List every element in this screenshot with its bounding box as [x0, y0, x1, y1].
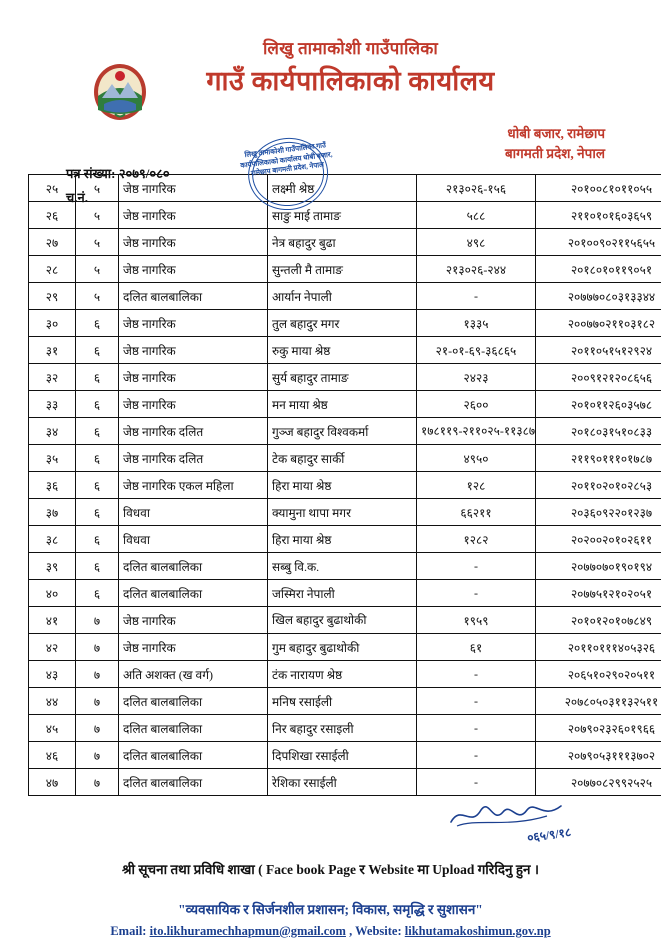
- cell-amount: -: [417, 715, 536, 742]
- cell-category: दलित बालबालिका: [119, 283, 268, 310]
- cell-sn: २८: [29, 256, 76, 283]
- table-row: [29, 391, 661, 418]
- cell-sn: ४४: [29, 688, 76, 715]
- cell-name: सुर्य बहादुर तामाङ: [268, 364, 417, 391]
- cell-ward: ६: [76, 445, 119, 472]
- cell-name: टंक नारायण श्रेष्ठ: [268, 661, 417, 688]
- cell-name: मन माया श्रेष्ठ: [268, 391, 417, 418]
- cell-id: २०७७५१२१०२०५१: [536, 580, 661, 607]
- table-row: [29, 634, 661, 661]
- signature-area: [28, 796, 633, 858]
- cell-sn: ३७: [29, 499, 76, 526]
- document-header: [28, 36, 633, 156]
- cell-name: सब्बु वि.क.: [268, 553, 417, 580]
- cell-id: २०७९०२३२६०१९६६: [536, 715, 661, 742]
- cell-id: २०१८०१०११९०५१: [536, 256, 661, 283]
- table-row: [29, 256, 661, 283]
- cell-amount: २१-०१-६९-३६८६५: [417, 337, 536, 364]
- cell-sn: ३९: [29, 553, 76, 580]
- cell-category: अति अशक्त (ख वर्ग): [119, 661, 268, 688]
- cell-ward: ७: [76, 742, 119, 769]
- cell-id: २११९०१११०१७८७: [536, 445, 661, 472]
- cell-amount: -: [417, 553, 536, 580]
- cell-category: दलित बालबालिका: [119, 715, 268, 742]
- cell-name: गुम बहादुर बुढाथोकी: [268, 634, 417, 661]
- cell-name: साङु माई तामाङ: [268, 202, 417, 229]
- cell-ward: ५: [76, 283, 119, 310]
- office-address: [505, 124, 605, 164]
- table-row: [29, 499, 661, 526]
- table-row: [29, 526, 661, 553]
- seal-text: लिखु तामाकोशी गाउँपालिका गाउँ कार्यपालिकाको कार्यालय धोबी बजार, रामेछाप बागमती प्रदेश, नेपाल: [236, 130, 336, 180]
- cell-ward: ५: [76, 202, 119, 229]
- cell-amount: १२८२: [417, 526, 536, 553]
- cell-category: विधवा: [119, 499, 268, 526]
- cell-name: लक्ष्मी श्रेष्ठ: [268, 175, 417, 202]
- cell-category: जेष्ठ नागरिक दलित: [119, 418, 268, 445]
- cell-category: जेष्ठ नागरिक: [119, 607, 268, 634]
- cell-category: जेष्ठ नागरिक: [119, 364, 268, 391]
- cell-id: २०७७०७०१९०१९४: [536, 553, 661, 580]
- website-link[interactable]: likhutamakoshimun.gov.np: [405, 924, 551, 938]
- cell-category: जेष्ठ नागरिक एकल महिला: [119, 472, 268, 499]
- cell-id: २०७९०५३१११३७०२: [536, 742, 661, 769]
- cell-sn: ३०: [29, 310, 76, 337]
- cell-sn: ३३: [29, 391, 76, 418]
- cell-name: तुल बहादुर मगर: [268, 310, 417, 337]
- cell-name: हिरा माया श्रेष्ठ: [268, 526, 417, 553]
- cell-amount: १९५९: [417, 607, 536, 634]
- cell-amount: ५८८: [417, 202, 536, 229]
- cell-amount: -: [417, 580, 536, 607]
- cell-amount: २१३०२६-१५६: [417, 175, 536, 202]
- cell-ward: ६: [76, 472, 119, 499]
- cell-sn: ४६: [29, 742, 76, 769]
- cell-id: २००९१२१२०८६५६: [536, 364, 661, 391]
- cell-sn: २७: [29, 229, 76, 256]
- table-row: [29, 553, 661, 580]
- table-row: [29, 337, 661, 364]
- cell-id: २०१८०३१५१०८३३: [536, 418, 661, 445]
- cell-ward: ५: [76, 175, 119, 202]
- cell-ward: ६: [76, 391, 119, 418]
- cell-sn: ३२: [29, 364, 76, 391]
- table-row: [29, 607, 661, 634]
- cell-amount: १३३५: [417, 310, 536, 337]
- cell-amount: १७८११९-२११०२५-११३८७: [417, 418, 536, 445]
- cell-amount: -: [417, 688, 536, 715]
- cell-amount: २४२३: [417, 364, 536, 391]
- cell-sn: ४७: [29, 769, 76, 796]
- cell-ward: ६: [76, 553, 119, 580]
- website-label: , Website:: [346, 924, 405, 938]
- cell-ward: ६: [76, 418, 119, 445]
- cell-ward: ७: [76, 634, 119, 661]
- cell-name: जस्मिरा नेपाली: [268, 580, 417, 607]
- cell-category: दलित बालबालिका: [119, 688, 268, 715]
- cell-amount: -: [417, 742, 536, 769]
- table-row: [29, 364, 661, 391]
- cell-name: हिरा माया श्रेष्ठ: [268, 472, 417, 499]
- cell-id: २०२००२०१०२६११: [536, 526, 661, 553]
- cell-amount: ४९८: [417, 229, 536, 256]
- cell-name: दिपशिखा रसाईली: [268, 742, 417, 769]
- cell-name: गुञ्ज बहादुर विश्वकर्मा: [268, 418, 417, 445]
- cell-name: टेक बहादुर सार्की: [268, 445, 417, 472]
- table-row: [29, 715, 661, 742]
- cell-id: २०७७७०८०३१३३४४: [536, 283, 661, 310]
- email-link[interactable]: ito.likhuramechhapmun@gmail.com: [150, 924, 346, 938]
- cell-amount: २१३०२६-२४४: [417, 256, 536, 283]
- org-name: लिखु तामाकोशी गाउँपालिका: [68, 36, 633, 59]
- cell-id: २०११०१११४०५३२६: [536, 634, 661, 661]
- beneficiary-table: [28, 174, 661, 796]
- cell-sn: २५: [29, 175, 76, 202]
- cell-id: २०१००९०२११५६५५: [536, 229, 661, 256]
- cell-name: क्यामुना थापा मगर: [268, 499, 417, 526]
- cell-ward: ५: [76, 256, 119, 283]
- table-row: [29, 661, 661, 688]
- cell-id: २०३६०९२२०१२३७: [536, 499, 661, 526]
- signature-date: ०६५/९/१८: [526, 823, 572, 846]
- cha-number: च.नं.: [66, 188, 88, 206]
- cell-name: रुकु माया श्रेष्ठ: [268, 337, 417, 364]
- cell-amount: २६००: [417, 391, 536, 418]
- cell-category: दलित बालबालिका: [119, 580, 268, 607]
- cell-id: २०६५१०२९०२०५११: [536, 661, 661, 688]
- cell-category: दलित बालबालिका: [119, 742, 268, 769]
- cell-ward: ६: [76, 364, 119, 391]
- cell-category: जेष्ठ नागरिक: [119, 310, 268, 337]
- table-row: [29, 202, 661, 229]
- cell-category: जेष्ठ नागरिक: [119, 256, 268, 283]
- cell-id: २०१०१२०१०७८४९: [536, 607, 661, 634]
- cell-id: २११०१०१६०३६५९: [536, 202, 661, 229]
- cell-sn: ४३: [29, 661, 76, 688]
- cell-sn: ४५: [29, 715, 76, 742]
- cell-name: मनिष रसाईली: [268, 688, 417, 715]
- cell-ward: ७: [76, 715, 119, 742]
- cell-sn: ३५: [29, 445, 76, 472]
- cell-name: रेशिका रसाईली: [268, 769, 417, 796]
- cell-id: २००७७०२११०३१८२: [536, 310, 661, 337]
- cell-amount: १२८: [417, 472, 536, 499]
- cell-category: जेष्ठ नागरिक: [119, 202, 268, 229]
- cell-id: २०११०२०१०२८५३: [536, 472, 661, 499]
- cell-ward: ७: [76, 661, 119, 688]
- cell-sn: ३८: [29, 526, 76, 553]
- cell-ward: ६: [76, 499, 119, 526]
- cell-category: जेष्ठ नागरिक: [119, 229, 268, 256]
- cell-id: २०१००८१०११०५५: [536, 175, 661, 202]
- cell-name: निर बहादुर रसाइली: [268, 715, 417, 742]
- cell-amount: ६१: [417, 634, 536, 661]
- cell-sn: २९: [29, 283, 76, 310]
- cell-ward: ७: [76, 688, 119, 715]
- table-row: [29, 688, 661, 715]
- cell-sn: ४१: [29, 607, 76, 634]
- cell-id: २०११०५१५१२९२४: [536, 337, 661, 364]
- cell-category: विधवा: [119, 526, 268, 553]
- cell-name: खिल बहादुर बुढाथोकी: [268, 607, 417, 634]
- cell-sn: ४२: [29, 634, 76, 661]
- cell-sn: ३४: [29, 418, 76, 445]
- cell-amount: ४९५०: [417, 445, 536, 472]
- cell-ward: ६: [76, 310, 119, 337]
- cell-ward: ७: [76, 769, 119, 796]
- cell-amount: -: [417, 661, 536, 688]
- cell-sn: ३१: [29, 337, 76, 364]
- table-row: [29, 283, 661, 310]
- cell-sn: ४०: [29, 580, 76, 607]
- table-body: [29, 175, 661, 796]
- cell-ward: ५: [76, 229, 119, 256]
- email-label: Email:: [110, 924, 149, 938]
- cell-name: आर्यान नेपाली: [268, 283, 417, 310]
- office-slogan: "व्यवसायिक र सिर्जनशील प्रशासन; विकास, समृद्धि र सुशासन": [28, 900, 633, 918]
- cell-ward: ६: [76, 526, 119, 553]
- cell-category: जेष्ठ नागरिक: [119, 175, 268, 202]
- cell-id: २०७७०८२९९२५२५: [536, 769, 661, 796]
- nepal-emblem-icon: [90, 62, 150, 122]
- cell-category: जेष्ठ नागरिक: [119, 337, 268, 364]
- cell-id: २०७८०५०३११३२५११: [536, 688, 661, 715]
- cell-amount: -: [417, 769, 536, 796]
- cell-category: जेष्ठ नागरिक: [119, 634, 268, 661]
- table-row: [29, 418, 661, 445]
- upload-instruction-note: श्री सूचना तथा प्रविधि शाखा ( Face book Page र Website मा Upload गरिदिनु हुन ।: [28, 860, 633, 878]
- cell-ward: ६: [76, 337, 119, 364]
- cell-category: दलित बालबालिका: [119, 769, 268, 796]
- table-row: [29, 580, 661, 607]
- cell-amount: -: [417, 283, 536, 310]
- cell-name: सुन्तली मै तामाङ: [268, 256, 417, 283]
- office-name: गाउँ कार्यपालिकाको कार्यालय: [68, 61, 633, 98]
- letter-number: पत्र संख्या: २०७९/०८०: [66, 164, 170, 182]
- cell-amount: ६६२११: [417, 499, 536, 526]
- cell-ward: ६: [76, 580, 119, 607]
- cell-name: नेत्र बहादुर बुढा: [268, 229, 417, 256]
- contact-line: [28, 924, 633, 939]
- table-row: [29, 445, 661, 472]
- cell-category: जेष्ठ नागरिक दलित: [119, 445, 268, 472]
- office-seal-stamp: [236, 130, 340, 215]
- table-row: [29, 229, 661, 256]
- address-line-2: बागमती प्रदेश, नेपाल: [505, 144, 605, 164]
- cell-category: जेष्ठ नागरिक: [119, 391, 268, 418]
- address-line-1: धोबी बजार, रामेछाप: [505, 124, 605, 144]
- cell-sn: ३६: [29, 472, 76, 499]
- cell-sn: २६: [29, 202, 76, 229]
- table-row: [29, 310, 661, 337]
- table-row: [29, 472, 661, 499]
- cell-category: दलित बालबालिका: [119, 553, 268, 580]
- cell-ward: ७: [76, 607, 119, 634]
- cell-id: २०१०११२६०३५७८: [536, 391, 661, 418]
- table-row: [29, 742, 661, 769]
- table-row: [29, 769, 661, 796]
